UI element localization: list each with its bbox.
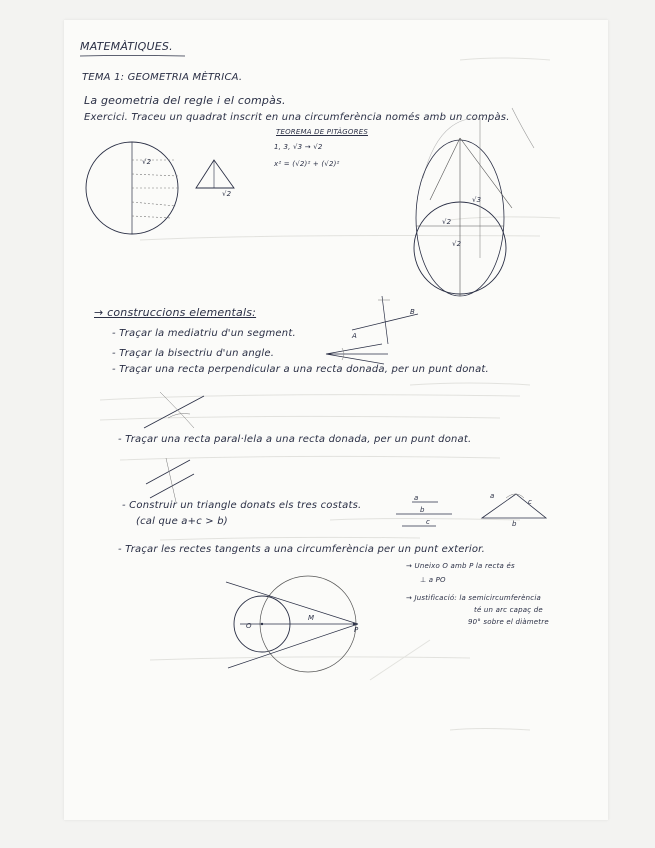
side-label-c: c bbox=[426, 518, 431, 526]
construction-label-hat: √2 bbox=[452, 240, 462, 248]
tangent-note-5: 90° sobre el diàmetre bbox=[468, 618, 549, 626]
segment-label-b: B bbox=[410, 308, 416, 316]
exercise-statement: Exercici. Traceu un quadrat inscrit en una circumferència només amb un compàs. bbox=[84, 112, 510, 123]
construction-item-1: - Traçar la mediatriu d'un segment. bbox=[112, 328, 296, 339]
pythagoras-line-1: 1, 3, √3 → √2 bbox=[274, 143, 323, 151]
side-label-b: b bbox=[420, 506, 425, 514]
tri-label-b: b bbox=[512, 520, 517, 528]
tangent-lines-figure bbox=[226, 568, 374, 672]
tangent-label-m: M bbox=[308, 614, 315, 622]
construction-label-r3a: √3 bbox=[472, 196, 482, 204]
construction-item-3: - Traçar una recta perpendicular a una recta donada, per un punt donat. bbox=[112, 364, 489, 375]
subject-underline bbox=[80, 54, 190, 58]
construction-item-5: - Construir un triangle donats els tres costats. bbox=[122, 500, 362, 511]
segment-label-a: A bbox=[352, 332, 357, 340]
subject-title: MATEMÀTIQUES. bbox=[80, 40, 173, 53]
constructions-heading: → construccions elementals: bbox=[94, 306, 257, 319]
circle-radius-label: √2 bbox=[142, 158, 152, 166]
construction-condition: (cal que a+c > b) bbox=[136, 516, 228, 527]
angle-bisector-sketch bbox=[322, 340, 392, 368]
tangent-note-3: → Justificació: la semicircumferència bbox=[406, 594, 541, 602]
tangent-note-2: ⊥ a PO bbox=[420, 576, 446, 584]
construction-label-r3b: √2 bbox=[442, 218, 452, 226]
compass-construction-figure bbox=[400, 108, 550, 308]
tangent-label-p: P bbox=[354, 626, 359, 634]
parallel-sketch bbox=[140, 454, 196, 504]
tri-label-c: c bbox=[528, 498, 533, 506]
perpendicular-sketch bbox=[140, 388, 210, 438]
tangent-note-4: té un arc capaç de bbox=[474, 606, 543, 614]
triangle-side-label: √2 bbox=[222, 190, 232, 198]
tangent-note-1: → Uneixo O amb P la recta és bbox=[406, 562, 515, 570]
tri-label-a: a bbox=[490, 492, 495, 500]
page-subtitle: La geometria del regle i el compàs. bbox=[84, 94, 286, 107]
construction-item-4: - Traçar una recta paral·lela a una recta donada, per un punt donat. bbox=[118, 434, 472, 445]
topic-title: TEMA 1: GEOMETRIA MÈTRICA. bbox=[82, 72, 243, 83]
construction-item-6: - Traçar les rectes tangents a una circumferència per un punt exterior. bbox=[118, 544, 485, 555]
pythagoras-title: TEOREMA DE PITÀGORES bbox=[276, 128, 368, 136]
right-triangle-sketch bbox=[192, 158, 238, 192]
inscribed-square-circle-figure bbox=[84, 140, 184, 240]
segment-bisector-sketch bbox=[348, 296, 432, 346]
construction-item-2: - Traçar la bisectriu d'un angle. bbox=[112, 348, 275, 359]
pythagoras-line-2: x² = (√2)² + (√2)² bbox=[274, 160, 340, 168]
tangent-label-o: O bbox=[246, 622, 252, 630]
side-label-a: a bbox=[414, 494, 419, 502]
